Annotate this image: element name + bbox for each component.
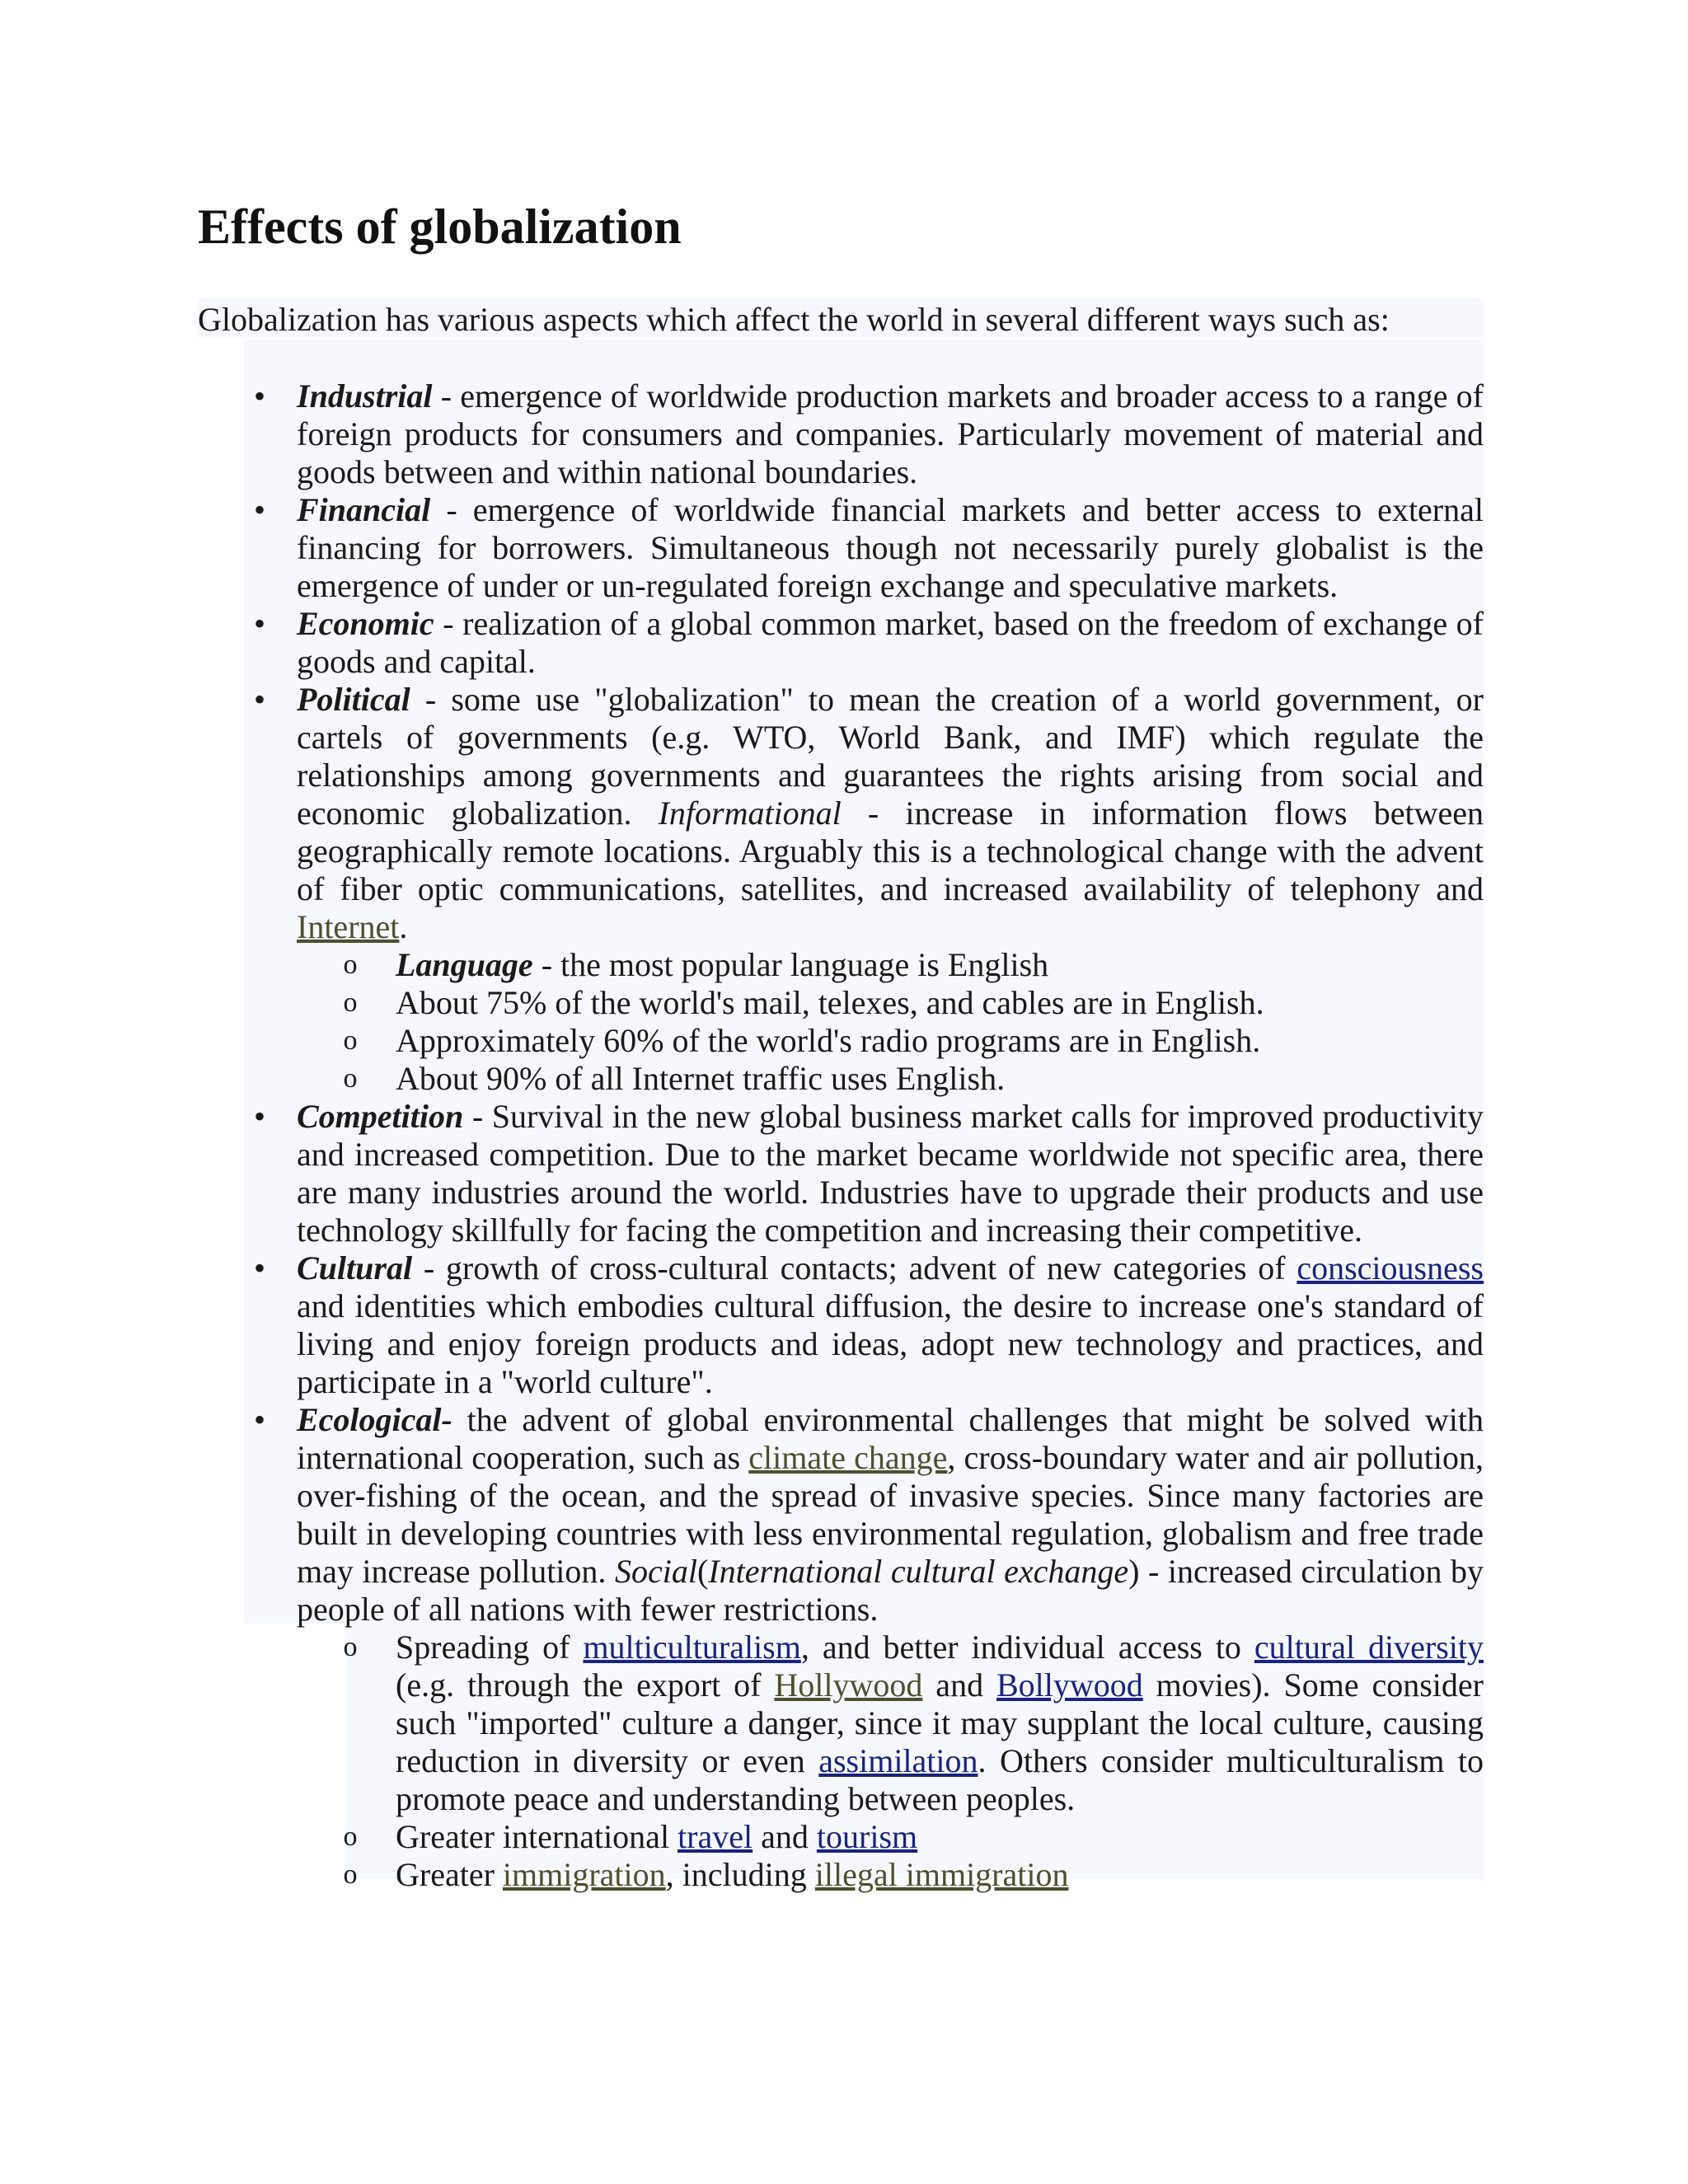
term-language: Language [396,946,533,983]
list-item-cultural [198,1249,1484,1401]
language-sublist [198,946,1484,1098]
sub1-text-1: Spreading of [396,1629,584,1666]
intro-paragraph: Globalization has various aspects which affect the world in several different ways such as: [198,301,1390,338]
sub1-text-5: movies). Some consider such "imported" culture a danger, since it may supplant the local culture, causing reduction in diversity or even [396,1666,1484,1779]
term-competition: Competition [297,1098,464,1135]
sublist-item-multiculturalism [198,1629,1484,1818]
sub2-text-2: and [753,1818,817,1855]
link-climate-change[interactable]: climate change [748,1439,948,1476]
sub-bullet-icon: o [343,949,358,980]
paren-open: ( [696,1553,709,1590]
bullet-icon: • [253,1098,265,1135]
link-internet[interactable]: Internet [297,908,400,945]
list-item-ecological [198,1401,1484,1629]
sublist-text: About 75% of the world's mail, telexes, and cables are in English. [396,984,1264,1021]
link-tourism[interactable]: tourism [816,1818,918,1855]
term-social: Social [614,1553,697,1590]
link-assimilation[interactable]: assimilation [818,1742,978,1779]
link-bollywood[interactable]: Bollywood [996,1666,1143,1704]
effects-list-continued [198,1098,1484,1629]
sub3-text-2: , including [665,1856,815,1893]
sublist-text: Approximately 60% of the world's radio programs are in English. [396,1022,1261,1059]
financial-text: - emergence of worldwide financial markets and better access to external financing for borrowers. Simultaneous though not necessarily purely globalist is the emergence of under or un-regulated foreign exchange and speculative markets. [297,491,1484,604]
bullet-icon: • [253,491,265,528]
link-illegal-immigration[interactable]: illegal immigration [814,1856,1069,1893]
sublist-item-travel [198,1818,1484,1856]
sub-bullet-icon: o [343,1025,358,1056]
sub1-text-6: . Others consider multiculturalism to promote peace and understanding between peoples. [396,1742,1484,1817]
industrial-text: - emergence of worldwide production markets and broader access to a range of foreign products for consumers and companies. Particularly movement of material and goods between and within national boundaries. [297,377,1484,490]
sub-bullet-icon: o [343,1063,358,1094]
term-informational: Informational [658,794,842,832]
link-cultural-diversity[interactable]: cultural diversity [1254,1629,1484,1666]
sublist-item-immigration [198,1856,1484,1894]
term-political: Political [297,681,410,718]
sub-bullet-icon: o [343,1859,358,1890]
link-hollywood[interactable]: Hollywood [774,1666,923,1704]
bullet-icon: • [253,1249,265,1286]
list-item-industrial [198,377,1484,491]
effects-list [198,377,1484,946]
sub3-text-1: Greater [396,1856,503,1893]
sub1-text-3: (e.g. through the export of [396,1666,775,1704]
link-immigration[interactable]: immigration [502,1856,666,1893]
list-item-financial [198,491,1484,605]
effects-list-container [198,377,1484,1894]
bullet-icon: • [253,605,265,642]
economic-text: - realization of a global common market, based on the freedom of exchange of goods and capital. [297,605,1484,680]
ecological-text-b: , cross-boundary water and air pollution, over-fishing of the ocean, and the spread of invasive species. Since many factories are built in developing countries with less environmental regulation, globalism and free trade may increase pollution. [297,1439,1484,1590]
political-text-c: . [399,908,408,945]
sublist-item [198,984,1484,1022]
sublist-item-language [198,946,1484,984]
ecological-text-c: ) - increased circulation by people of all nations with fewer restrictions. [297,1553,1484,1628]
sub-bullet-icon: o [343,1821,358,1852]
page-title: Effects of globalization [198,199,682,254]
sublist-item [198,1060,1484,1098]
competition-text: - Survival in the new global business market calls for improved productivity and increased competition. Due to the market became worldwide not specific area, there are many industries around the world. Industries have to upgrade their products and use technology skillfully for facing the competition and increasing their competitive. [297,1098,1484,1249]
link-multiculturalism[interactable]: multiculturalism [583,1629,801,1666]
bullet-icon: • [253,377,265,415]
term-cultural: Cultural [297,1249,413,1286]
list-item-competition [198,1098,1484,1249]
term-financial: Financial [297,491,431,528]
list-item-political [198,681,1484,946]
sublist-text: About 90% of all Internet traffic uses English. [396,1060,1006,1097]
sub1-text-2: , and better individual access to [800,1629,1254,1666]
term-ecological: Ecological- [297,1401,452,1438]
sub-bullet-icon: o [343,987,358,1018]
cultural-text-a: - growth of cross-cultural contacts; advent of new categories of [412,1249,1297,1286]
cultural-text-b: and identities which embodies cultural diffusion, the desire to increase one's standard of living and enjoy foreign products and ideas, adopt new technology and practices, and participate in a "world culture". [297,1287,1484,1400]
bullet-icon: • [253,1401,265,1438]
sub1-text-4: and [922,1666,996,1704]
social-sublist [198,1629,1484,1894]
term-industrial: Industrial [297,377,433,415]
term-intl-exchange: International cultural exchange [708,1553,1129,1590]
sub2-text-1: Greater international [396,1818,678,1855]
bullet-icon: • [253,681,265,718]
language-text: - the most popular language is English [532,946,1049,983]
list-item-economic [198,605,1484,681]
link-consciousness[interactable]: consciousness [1296,1249,1484,1286]
political-text-b: - increase in information flows between geographically remote locations. Arguably this is a technological change with the advent of fiber optic communications, satellites, and increased availability of telephony and [297,794,1484,907]
political-paragraph [297,681,1484,946]
sub-bullet-icon: o [343,1632,358,1662]
term-economic: Economic [297,605,434,642]
link-travel[interactable]: travel [678,1818,753,1855]
political-text-a: - some use "globalization" to mean the creation of a world government, or cartels of governments (e.g. WTO, World Bank, and IMF) which regulate the relationships among governments and guarantees the rights arising from social and economic globalization. [297,681,1484,832]
ecological-text-a: the advent of global environmental challenges that might be solved with international cooperation, such as [297,1401,1484,1476]
sublist-item [198,1022,1484,1060]
